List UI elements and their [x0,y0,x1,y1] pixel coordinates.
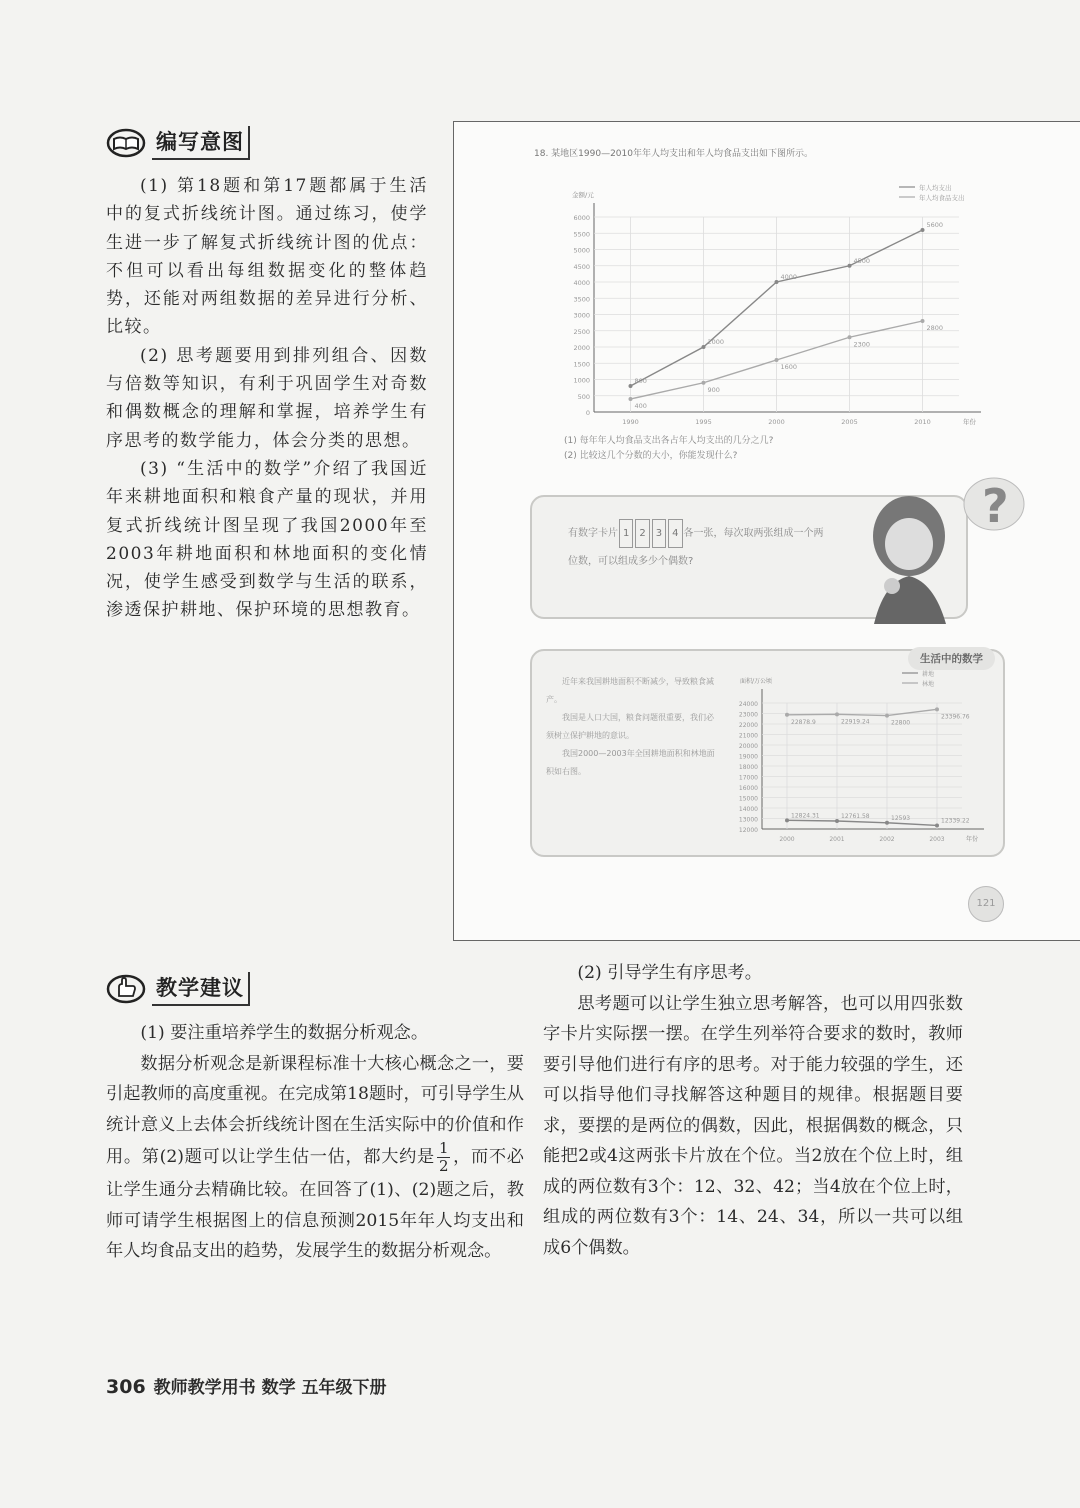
textbook-subquestion-2: (2) 比较这几个分数的大小，你能发现什么? [564,451,738,461]
intent-body [106,172,428,625]
y-tick-label: 3000 [573,311,590,320]
data-label: 12339.22 [941,817,970,825]
data-point [629,384,633,388]
textbook-subquestions [564,434,773,464]
textbook-subquestion-1: (1) 每年年人均食品支出各占年人均支出的几分之几? [564,436,774,446]
y-tick-label: 20000 [738,743,758,750]
data-point [775,358,779,362]
section-title-advice-label: 教学建议 [152,972,250,1006]
legend-label: 年人均支出 [919,184,952,192]
data-point [835,819,839,823]
x-tick-label: 2005 [841,418,858,426]
y-tick-label: 23000 [738,711,758,719]
advice-point-2: (2) 引导学生有序思考。 [577,963,762,983]
data-label: 800 [634,377,647,385]
data-label: 400 [634,402,647,410]
data-point [702,381,706,385]
y-tick-label: 4500 [573,262,590,271]
digit-card-1: 1 [619,519,633,548]
advice-text-before-fraction: 数据分析观念是新课程标准十大核心概念之一，要引起教师的高度重视。在完成第18题时，可引导学生从统计意义上去体会折线统计图在生活实际中的价值和作用。第(2)题可以让学生估一估，都大约是 [106,1053,524,1167]
data-point [885,714,889,718]
y-tick-label: 18000 [738,764,758,771]
y-tick-label: 13000 [738,816,758,824]
x-tick-label: 2003 [929,836,945,843]
data-label: 2300 [853,340,871,349]
x-tick-label: 1990 [622,418,639,426]
y-tick-label: 1000 [573,376,590,385]
book-title: 教师教学用书 数学 五年级下册 [153,1378,387,1398]
y-tick-label: 0 [585,409,590,417]
data-label: 4000 [780,273,798,281]
think-question-text [568,519,828,575]
legend-label: 耕地 [922,671,935,678]
math-in-life-text [546,673,718,781]
data-label: 12593 [891,814,911,822]
data-label: 12824.31 [791,812,820,820]
y-tick-label: 5000 [573,246,590,255]
textbook-question-18: 18. 某地区1990—2010年年人均支出和年人均食品支出如下图所示。 [534,149,813,159]
advice-column-2 [543,958,963,1263]
y-tick-label: 19000 [738,753,758,761]
question-mark-icon: ? [982,479,1009,533]
y-tick-label: 2000 [573,344,590,352]
y-tick-label: 1500 [573,360,590,369]
fraction-one-half [437,1140,451,1175]
section-title-advice [106,972,250,1006]
data-point [921,228,925,232]
data-point [921,319,925,323]
y-tick-label: 15000 [738,795,758,803]
think-question-pre: 有数字卡片 [568,528,618,539]
page-footer [106,1373,387,1398]
advice-text-after-fraction: ，而不必让学生通分去精确比较。在回答了(1)、(2)题之后，教师可请学生根据图上的信息预测2015年年人均支出和年人均食品支出的趋势，发展学生的数据分析观念。 [106,1147,524,1261]
data-point [629,397,633,401]
series-line [787,820,937,825]
math-in-life-title: 生活中的数学 [908,647,995,670]
math-in-life-paragraph-3: 我国2000—2003年全国耕地面积和林地面积如右图。 [546,749,715,776]
advice-point-2-detail: 思考题可以让学生独立思考解答，也可以用四张数字卡片实际摆一摆。在学生列举符合要求的数时，教师要引导他们进行有序的思考。对于能力较强的学生，还可以指导他们寻找解答这种题目的规律。根据题目要求，要摆的是两位的偶数，因此，根据偶数的概念，只能把2或4这两张卡片放在个位。当2放在个位上时，组成的两位数有3个：12、32、42；当4放在个位上时，组成的两位数有3个：14、24、34，所以一共可以组成6个偶数。 [543,993,963,1258]
think-question-post: 各一张，每次取两张组成一个两位数，可以组成多少个偶数? [568,528,824,567]
y-tick-label: 12000 [738,827,758,834]
x-axis-label: 年份 [966,836,979,843]
data-point [785,713,789,717]
data-label: 1600 [780,363,798,371]
data-point [775,280,779,284]
section-title-intent-label: 编写意图 [152,126,250,160]
expenditure-line-chart [454,122,1079,432]
legend-label: 林地 [922,681,935,688]
math-in-life-paragraph-1: 近年来我国耕地面积不断减少，导致粮食减产。 [546,677,714,704]
data-point [885,821,889,825]
advice-column-1 [106,1018,524,1267]
data-label: 12761.58 [841,812,870,820]
data-point [848,264,852,268]
textbook-page-inset [453,121,1080,941]
y-axis-label: 面积/万公顷 [740,678,773,685]
x-tick-label: 2001 [829,836,845,843]
data-point [935,707,939,711]
y-tick-label: 21000 [738,732,758,740]
digit-card-4: 4 [668,519,682,548]
data-label: 4500 [853,256,871,265]
page-number: 306 [106,1376,146,1398]
x-tick-label: 2000 [779,836,795,843]
digit-card-3: 3 [652,519,666,548]
y-tick-label: 24000 [738,701,758,708]
y-tick-label: 2500 [573,327,590,336]
y-tick-label: 500 [577,392,590,401]
advice-point-1: (1) 要注重培养学生的数据分析观念。 [140,1023,429,1043]
x-tick-label: 2000 [768,418,785,426]
x-tick-label: 2010 [914,418,931,426]
data-label: 23396.76 [941,713,970,721]
data-label: 2800 [926,324,944,332]
data-label: 22800 [891,719,911,727]
data-point [702,345,706,349]
textbook-page-number: 121 [968,886,1004,922]
hand-pointer-icon [106,974,146,1004]
intent-paragraph-3: (3) “生活中的数学”介绍了我国近年来耕地面积和粮食产量的现状，并用复式折线统计图呈现了我国2000年至2003年耕地面积和林地面积的变化情况，使学生感受到数学与生活的联系，渗透保护耕地、保护环境的思想教育。 [106,458,428,621]
x-axis-label: 年份 [963,418,976,426]
y-tick-label: 14000 [738,806,758,813]
girl-illustration [834,474,1034,624]
y-tick-label: 4000 [573,279,590,287]
intent-paragraph-1: (1) 第18题和第17题都属于生活中的复式折线统计图。通过练习，使学生进一步了解复式折线统计图的优点：不但可以看出每组数据变化的整体趋势，还能对两组数据的差异进行分析、比较。 [106,176,428,338]
x-tick-label: 1995 [695,418,712,426]
y-tick-label: 5500 [573,230,590,239]
x-tick-label: 2002 [879,836,895,843]
data-label: 900 [707,385,720,394]
y-tick-label: 6000 [573,214,590,222]
intent-paragraph-2: (2) 思考题要用到排列组合、因数与倍数等知识，有利于巩固学生对奇数和偶数概念的理解和掌握，培养学生有序思考的数学能力，体会分类的思想。 [106,345,428,451]
data-label: 5600 [926,221,944,229]
fraction-numerator: 1 [438,1139,449,1157]
data-label: 2000 [707,338,725,346]
fraction-denominator: 2 [438,1157,449,1175]
series-line [787,709,937,715]
data-point [835,712,839,716]
math-in-life-panel [530,649,1005,857]
y-tick-label: 3500 [573,295,590,304]
y-tick-label: 17000 [738,774,758,782]
y-tick-label: 22000 [738,722,758,729]
book-icon [106,128,146,158]
math-in-life-paragraph-2: 我国是人口大国，粮食问题很重要，我们必须树立保护耕地的意识。 [546,713,714,740]
data-label: 22919.24 [841,718,870,726]
advice-point-1-detail [106,1049,524,1267]
y-tick-label: 16000 [738,785,758,792]
data-point [785,818,789,822]
section-title-intent [106,126,250,160]
land-area-line-chart [722,667,1002,849]
legend-label: 年人均食品支出 [919,194,965,202]
data-point [935,823,939,827]
data-point [848,335,852,339]
digit-card-2: 2 [635,519,649,548]
y-axis-label: 金额/元 [572,191,594,199]
data-label: 22878.9 [791,718,816,726]
